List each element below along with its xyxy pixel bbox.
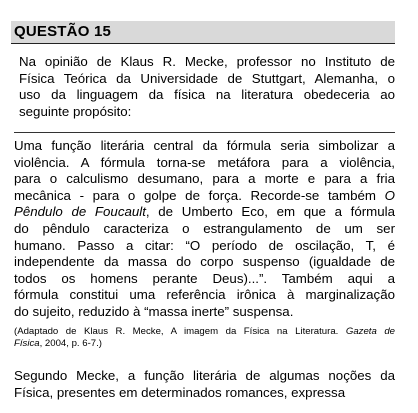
- excerpt-line: fórmula constitui uma referência irônica à marginalização: [14, 287, 395, 303]
- source-citation: [14, 326, 395, 350]
- question-stem: [14, 368, 395, 401]
- intro-line: Na opinião de Klaus R. Mecke, professor no Instituto de: [19, 54, 395, 69]
- citation-line: [14, 326, 395, 338]
- citation-text: (Adaptado de Klaus R. Mecke, A imagem da Física na Literatura.: [14, 326, 339, 337]
- journal-name: Física: [14, 338, 40, 349]
- citation-text: , 2004, p. 6-7.): [39, 338, 102, 349]
- journal-name: Gazeta de: [345, 326, 395, 337]
- excerpt-text: , de Umberto Eco, em que a fórmula: [145, 204, 396, 220]
- intro-line: uso da linguagem da física na literatura obedeceria ao: [19, 87, 395, 103]
- excerpt-line: [14, 204, 395, 221]
- excerpt-line: Uma função literária central da fórmula seria simbolizar a: [14, 138, 395, 153]
- excerpt-line: do sujeito, reduzido à “massa inerte” suspensa.: [14, 303, 294, 319]
- excerpt-line: [14, 188, 395, 205]
- citation-line: [14, 338, 395, 350]
- intro-line: seguinte propósito:: [19, 103, 132, 119]
- excerpt-line: violência. A fórmula torna-se metáfora para a violência,: [14, 154, 395, 170]
- excerpt-text: mecânica - para o golpe de força. Recorde-se também: [14, 187, 376, 203]
- excerpt-line: para o calculismo desumano, para a morte e para a fria: [14, 171, 395, 187]
- quoted-excerpt: [14, 138, 395, 321]
- book-title: Pêndulo de Foucault: [14, 204, 146, 220]
- question-header: [11, 21, 395, 44]
- section-divider: [14, 132, 395, 133]
- intro-paragraph: [14, 54, 395, 120]
- book-title: O: [384, 187, 395, 203]
- question-line: Física, presentes em determinados romances, expressa: [14, 384, 346, 400]
- intro-line: Física Teórica da Universidade de Stuttgart, Alemanha, o: [19, 70, 395, 86]
- question-title: QUESTÃO 15: [14, 23, 112, 40]
- question-line: Segundo Mecke, a função literária de algumas noções da: [14, 368, 395, 383]
- excerpt-line: humano. Passo a citar: “O período de oscilação, T, é: [14, 237, 395, 253]
- excerpt-line: do pêndulo caracteriza o estrangulamento de um ser: [14, 220, 395, 236]
- excerpt-line: todos os homens perante Deus)...”. Também aqui a: [14, 270, 395, 286]
- excerpt-line: independente da massa do corpo suspenso (igualdade de: [14, 254, 395, 270]
